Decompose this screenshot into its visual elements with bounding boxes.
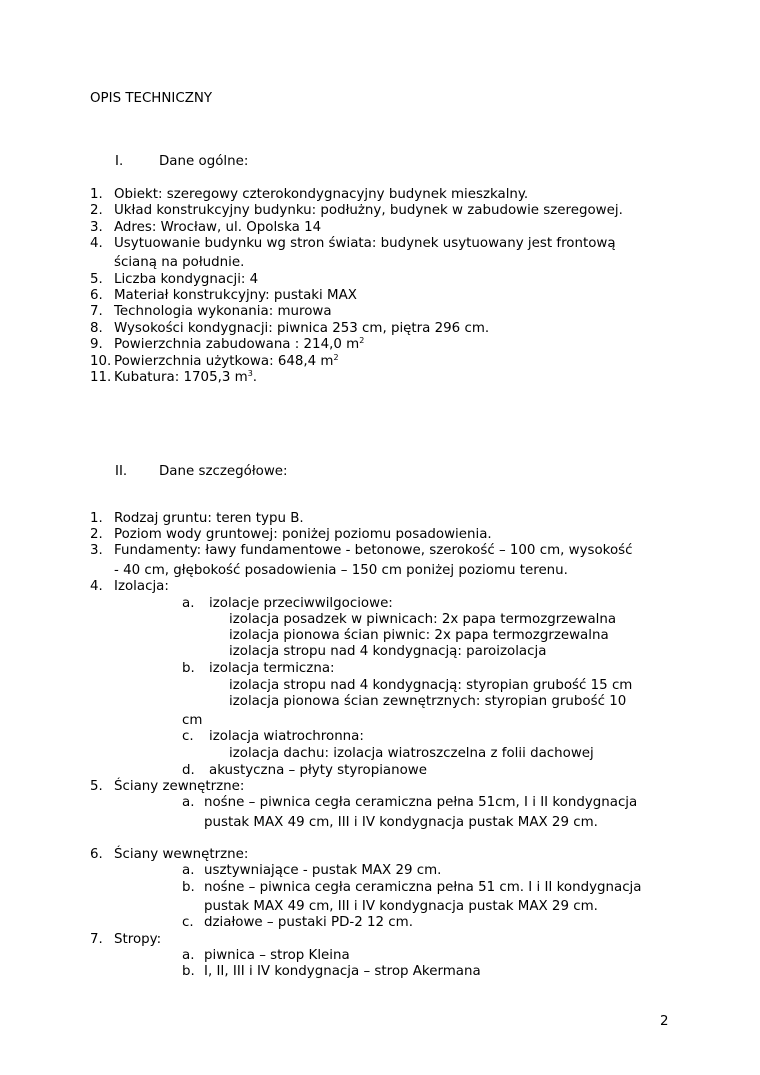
sub-marker: a. [182,596,195,611]
section-2-roman: II. [115,464,128,479]
list-item: Materiał konstrukcyjny: pustaki MAX [114,288,357,303]
list-item [114,336,364,353]
list-number: 1. [90,187,103,202]
list-number: 10. [90,354,112,369]
sub-marker: b. [182,661,195,676]
list-item-continuation: ścianą na południe. [114,255,245,270]
list-item: Izolacja: [114,579,169,594]
sub-item: izolacja termiczna: [209,661,335,676]
list-number: 9. [90,337,103,352]
sub-item: nośne – piwnica cegła ceramiczna pełna 51cm, I i II kondygnacja [204,795,638,810]
list-number: 5. [90,779,103,794]
sub-sub-item: izolacja pionowa ścian piwnic: 2x papa termozgrzewalna [229,628,609,643]
sub-marker: a. [182,863,195,878]
superscript: 2 [359,336,365,345]
sub-marker: c. [182,915,194,930]
list-item [114,353,339,370]
superscript: 3 [247,369,253,378]
list-number: 1. [90,511,103,526]
list-number: 3. [90,543,103,558]
sub-sub-item: izolacja stropu nad 4 kondygnacją: paroizolacja [229,644,547,659]
list-number: 8. [90,321,103,336]
item-text: Powierzchnia zabudowana : 214,0 m [114,337,360,352]
list-item: Obiekt: szeregowy czterokondygnacyjny budynek mieszkalny. [114,187,529,202]
list-item: Ściany zewnętrzne: [114,779,245,794]
sub-sub-item: izolacja posadzek w piwnicach: 2x papa termozgrzewalna [229,612,617,627]
list-item-continuation: - 40 cm, głębokość posadowienia – 150 cm poniżej poziomu terenu. [114,563,568,578]
list-number: 4. [90,579,103,594]
sub-item: izolacja wiatrochronna: [209,729,364,744]
sub-item: usztywniające - pustak MAX 29 cm. [204,863,442,878]
list-number: 6. [90,847,103,862]
sub-sub-item: izolacja stropu nad 4 kondygnacją: styropian grubość 15 cm [229,678,633,693]
sub-sub-item: izolacja pionowa ścian zewnętrznych: styropian grubość 10 [229,694,627,709]
sub-item: I, II, III i IV kondygnacja – strop Akermana [204,964,481,979]
sub-marker: a. [182,948,195,963]
sub-item: piwnica – strop Kleina [204,948,350,963]
list-item: Poziom wody gruntowej: poniżej poziomu posadowienia. [114,527,492,542]
list-item: Usytuowanie budynku wg stron świata: budynek usytuowany jest frontową [114,236,616,251]
list-number: 5. [90,272,103,287]
sub-item-continuation: pustak MAX 49 cm, III i IV kondygnacja pustak MAX 29 cm. [204,899,598,914]
list-item: Układ konstrukcyjny budynku: podłużny, budynek w zabudowie szeregowej. [114,203,623,218]
item-text: Powierzchnia użytkowa: 648,4 m [114,354,334,369]
sub-marker: b. [182,880,195,895]
page-number: 2 [660,1014,669,1029]
list-number: 3. [90,220,103,235]
sub-marker: c. [182,729,194,744]
sub-item: nośne – piwnica cegła ceramiczna pełna 51 cm. I i II kondygnacja [204,880,642,895]
sub-item: działowe – pustaki PD-2 12 cm. [204,915,413,930]
section-1-roman: I. [115,154,124,169]
section-2-heading: Dane szczegółowe: [159,464,288,479]
sub-marker: d. [182,763,195,778]
list-item: Ściany wewnętrzne: [114,847,249,862]
sub-item: akustyczna – płyty styropianowe [209,763,427,778]
list-number: 4. [90,236,103,251]
list-item: Adres: Wrocław, ul. Opolska 14 [114,220,322,235]
list-number: 2. [90,203,103,218]
list-item: Rodzaj gruntu: teren typu B. [114,511,304,526]
section-1-heading: Dane ogólne: [159,154,249,169]
list-item: Fundamenty: ławy fundamentowe - betonowe, szerokość – 100 cm, wysokość [114,543,633,558]
list-number: 7. [90,932,103,947]
document-title: OPIS TECHNICZNY [90,91,213,106]
list-item: Wysokości kondygnacji: piwnica 253 cm, piętra 296 cm. [114,321,490,336]
superscript: 2 [333,353,339,362]
sub-item-continuation: pustak MAX 49 cm, III i IV kondygnacja pustak MAX 29 cm. [204,815,598,830]
sub-item: izolacje przeciwwilgociowe: [209,596,393,611]
list-number: 6. [90,288,103,303]
sub-sub-item: izolacja dachu: izolacja wiatroszczelna z folii dachowej [229,746,594,761]
list-number: 11. [90,370,112,385]
list-item: Technologia wykonania: murowa [114,304,332,319]
sub-marker: a. [182,795,195,810]
list-item: Liczba kondygnacji: 4 [114,272,259,287]
sub-sub-item-wrap: cm [182,713,203,728]
list-item: Stropy: [114,932,162,947]
list-item [114,369,257,386]
list-number: 7. [90,304,103,319]
item-text: Kubatura: 1705,3 m [114,370,248,385]
sub-marker: b. [182,964,195,979]
list-number: 2. [90,527,103,542]
item-text-after: . [252,370,258,385]
